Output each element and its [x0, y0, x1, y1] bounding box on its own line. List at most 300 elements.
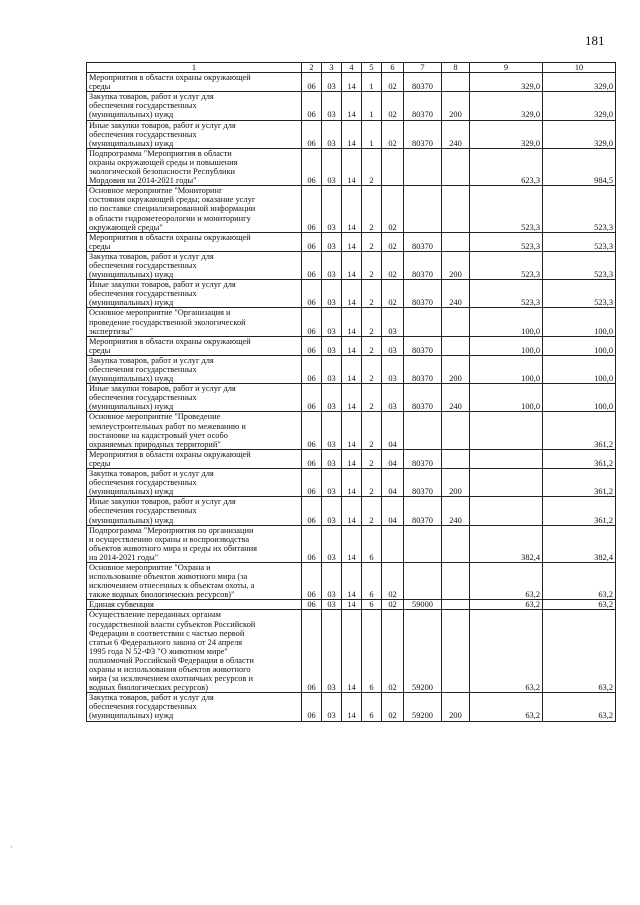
code-cell: 14: [342, 148, 362, 185]
row-name-line: Закупка товаров, работ и услуг для: [89, 693, 214, 703]
code-cell: 02: [382, 73, 404, 92]
amount-cell: 63,2: [470, 600, 543, 610]
row-name-line: экспертизы": [89, 326, 133, 336]
code-cell: 14: [342, 469, 362, 497]
amount-cell: [470, 449, 543, 468]
code-cell: [404, 412, 442, 449]
amount-cell: 63,2: [543, 600, 616, 610]
code-cell: 80370: [404, 497, 442, 525]
amount-cell: 100,0: [543, 355, 616, 383]
code-cell: 80370: [404, 336, 442, 355]
row-name-line: Основное мероприятие "Мониторинг: [89, 186, 223, 196]
code-cell: 06: [302, 232, 322, 251]
code-cell: 06: [302, 336, 322, 355]
row-name-line: обеспечения государственных: [89, 365, 197, 374]
row-name-cell: [87, 469, 302, 497]
column-header: 7: [404, 63, 442, 73]
amount-cell: 382,4: [470, 525, 543, 562]
code-cell: 02: [382, 92, 404, 120]
amount-cell: 329,0: [470, 92, 543, 120]
amount-cell: 100,0: [470, 308, 543, 336]
row-name-line: полномочий Российской Федерации в области: [89, 655, 254, 665]
column-header: 10: [543, 63, 616, 73]
code-cell: 14: [342, 384, 362, 412]
row-name-cell: [87, 355, 302, 383]
code-cell: 14: [342, 232, 362, 251]
table-row: [87, 497, 616, 525]
code-cell: 200: [442, 469, 470, 497]
code-cell: 06: [302, 308, 322, 336]
code-cell: 03: [322, 73, 342, 92]
row-name-line: Мордовия на 2014-2021 годы": [89, 176, 197, 186]
code-cell: [442, 186, 470, 232]
code-cell: 02: [382, 251, 404, 279]
row-name-line: Закупка товаров, работ и услуг для: [89, 469, 214, 479]
amount-cell: 523,3: [543, 251, 616, 279]
amount-cell: 329,0: [470, 120, 543, 148]
code-cell: 59200: [404, 610, 442, 693]
table-body: [87, 73, 616, 721]
row-name-line: Мероприятия в области охраны окружающей: [89, 232, 251, 242]
amount-cell: 523,3: [543, 232, 616, 251]
code-cell: 14: [342, 186, 362, 232]
code-cell: 03: [322, 120, 342, 148]
amount-cell: 329,0: [543, 73, 616, 92]
code-cell: 03: [322, 525, 342, 562]
row-name-line: на 2014-2021 годы": [89, 552, 159, 562]
row-name-line: Единая субвенция: [89, 600, 154, 610]
code-cell: 04: [382, 449, 404, 468]
code-cell: 14: [342, 355, 362, 383]
column-header: 4: [342, 63, 362, 73]
row-name-line: среды: [89, 458, 111, 468]
column-header: 5: [362, 63, 382, 73]
row-name-line: Основное мероприятие "Проведение: [89, 412, 221, 422]
code-cell: 59000: [404, 600, 442, 610]
code-cell: 2: [362, 308, 382, 336]
code-cell: 14: [342, 562, 362, 599]
row-name-line: (муниципальных) нужд: [89, 402, 174, 412]
row-name-line: обеспечения государственных: [89, 101, 197, 111]
code-cell: [442, 562, 470, 599]
amount-cell: 100,0: [543, 384, 616, 412]
code-cell: 200: [442, 251, 470, 279]
row-name-line: обеспечения государственных: [89, 506, 197, 516]
row-name-line: экологической безопасности Республики: [89, 167, 236, 177]
table-row: [87, 73, 616, 92]
code-cell: 03: [382, 336, 404, 355]
row-name-line: Закупка товаров, работ и услуг для: [89, 92, 214, 102]
column-header: 6: [382, 63, 404, 73]
code-cell: 06: [302, 92, 322, 120]
table-row: [87, 308, 616, 336]
code-cell: 200: [442, 92, 470, 120]
code-cell: 03: [322, 251, 342, 279]
code-cell: 06: [302, 693, 322, 721]
amount-cell: 623,3: [470, 148, 543, 185]
code-cell: 02: [382, 600, 404, 610]
column-header: 9: [470, 63, 543, 73]
stray-mark: ·: [10, 843, 13, 852]
row-name-cell: [87, 280, 302, 308]
code-cell: 03: [322, 412, 342, 449]
row-name-cell: [87, 92, 302, 120]
code-cell: 06: [302, 355, 322, 383]
table-row: [87, 148, 616, 185]
code-cell: 2: [362, 186, 382, 232]
budget-table: [86, 62, 616, 722]
code-cell: 2: [362, 148, 382, 185]
row-name-line: Закупка товаров, работ и услуг для: [89, 355, 214, 365]
code-cell: 02: [382, 280, 404, 308]
amount-cell: 523,3: [470, 280, 543, 308]
code-cell: 06: [302, 73, 322, 92]
amount-cell: 329,0: [470, 73, 543, 92]
code-cell: 200: [442, 693, 470, 721]
code-cell: 03: [382, 355, 404, 383]
amount-cell: 984,5: [543, 148, 616, 185]
code-cell: 03: [322, 693, 342, 721]
code-cell: 80370: [404, 384, 442, 412]
amount-cell: 523,3: [543, 280, 616, 308]
row-name-cell: [87, 336, 302, 355]
row-name-cell: [87, 497, 302, 525]
row-name-line: Мероприятия в области охраны окружающей: [89, 449, 251, 459]
row-name-line: (муниципальных) нужд: [89, 711, 174, 721]
amount-cell: 523,3: [543, 186, 616, 232]
code-cell: [442, 148, 470, 185]
amount-cell: 361,2: [543, 469, 616, 497]
amount-cell: 100,0: [470, 336, 543, 355]
amount-cell: 329,0: [543, 120, 616, 148]
code-cell: 14: [342, 497, 362, 525]
code-cell: 06: [302, 449, 322, 468]
row-name-cell: [87, 384, 302, 412]
code-cell: 6: [362, 600, 382, 610]
code-cell: 03: [322, 449, 342, 468]
table-row: [87, 449, 616, 468]
row-name-cell: [87, 232, 302, 251]
row-name-line: обеспечения государственных: [89, 260, 197, 270]
amount-cell: 523,3: [470, 186, 543, 232]
code-cell: 04: [382, 497, 404, 525]
code-cell: 03: [322, 610, 342, 693]
column-header: 1: [87, 63, 302, 73]
code-cell: [404, 148, 442, 185]
code-cell: 2: [362, 449, 382, 468]
row-name-line: Иные закупки товаров, работ и услуг для: [89, 384, 236, 394]
amount-cell: [470, 412, 543, 449]
code-cell: 03: [322, 497, 342, 525]
column-header: 8: [442, 63, 470, 73]
code-cell: 02: [382, 186, 404, 232]
row-name-line: Мероприятия в области охраны окружающей: [89, 73, 251, 83]
code-cell: 06: [302, 525, 322, 562]
row-name-line: среды: [89, 345, 111, 355]
code-cell: 03: [322, 355, 342, 383]
table-row: [87, 251, 616, 279]
row-name-cell: [87, 449, 302, 468]
row-name-line: объектов животного мира и среды их обитания: [89, 543, 257, 553]
code-cell: 80370: [404, 92, 442, 120]
code-cell: 03: [322, 469, 342, 497]
row-name-line: (муниципальных) нужд: [89, 374, 174, 384]
row-name-cell: [87, 562, 302, 599]
row-name-line: мира (за исключением охотничьих ресурсов и: [89, 674, 253, 684]
table-row: [87, 355, 616, 383]
code-cell: 03: [322, 336, 342, 355]
code-cell: 240: [442, 280, 470, 308]
code-cell: 240: [442, 120, 470, 148]
code-cell: 2: [362, 251, 382, 279]
code-cell: 06: [302, 148, 322, 185]
code-cell: 1: [362, 92, 382, 120]
code-cell: 06: [302, 610, 322, 693]
code-cell: 03: [322, 308, 342, 336]
code-cell: 14: [342, 73, 362, 92]
code-cell: 6: [362, 562, 382, 599]
code-cell: 03: [322, 92, 342, 120]
row-name-cell: [87, 251, 302, 279]
code-cell: 06: [302, 280, 322, 308]
code-cell: 02: [382, 610, 404, 693]
amount-cell: 100,0: [470, 355, 543, 383]
row-name-line: среды: [89, 241, 111, 251]
row-name-line: Осуществление переданных органам: [89, 610, 221, 620]
code-cell: [442, 308, 470, 336]
amount-cell: 100,0: [470, 384, 543, 412]
code-cell: 80370: [404, 120, 442, 148]
row-name-cell: [87, 412, 302, 449]
amount-cell: [470, 497, 543, 525]
row-name-line: Основное мероприятие "Охрана и: [89, 562, 211, 572]
code-cell: 2: [362, 355, 382, 383]
row-name-line: охраны и использования объектов животного: [89, 665, 251, 674]
code-cell: 03: [322, 232, 342, 251]
table-row: [87, 600, 616, 610]
amount-cell: 63,2: [470, 693, 543, 721]
row-name-line: по поставке специализированной информации: [89, 204, 256, 214]
row-name-line: обеспечения государственных: [89, 702, 197, 712]
row-name-line: исключением отнесенных к объектам охоты, а: [89, 581, 255, 591]
code-cell: 200: [442, 355, 470, 383]
code-cell: 06: [302, 497, 322, 525]
table-row: [87, 562, 616, 599]
column-header: 3: [322, 63, 342, 73]
row-name-line: (муниципальных) нужд: [89, 270, 174, 280]
table-row: [87, 610, 616, 693]
code-cell: [442, 525, 470, 562]
amount-cell: 63,2: [543, 693, 616, 721]
code-cell: 80370: [404, 280, 442, 308]
code-cell: 14: [342, 308, 362, 336]
row-name-line: Подпрограмма "Мероприятия в области: [89, 148, 232, 158]
code-cell: 04: [382, 469, 404, 497]
amount-cell: 361,2: [543, 497, 616, 525]
code-cell: 03: [322, 148, 342, 185]
row-name-cell: [87, 600, 302, 610]
row-name-line: окружающей среды": [89, 222, 163, 232]
code-cell: 14: [342, 449, 362, 468]
code-cell: [382, 525, 404, 562]
code-cell: 03: [322, 186, 342, 232]
row-name-line: (муниципальных) нужд: [89, 138, 174, 148]
table-row: [87, 693, 616, 721]
row-name-line: обеспечения государственных: [89, 478, 197, 488]
row-name-line: статьи 6 Федерального закона от 24 апреля: [89, 637, 243, 647]
amount-cell: 63,2: [470, 562, 543, 599]
code-cell: 1: [362, 73, 382, 92]
code-cell: [442, 449, 470, 468]
row-name-cell: [87, 148, 302, 185]
code-cell: 1: [362, 120, 382, 148]
row-name-line: обеспечения государственных: [89, 289, 197, 299]
table-row: [87, 384, 616, 412]
code-cell: 2: [362, 469, 382, 497]
row-name-line: Закупка товаров, работ и услуг для: [89, 251, 214, 261]
code-cell: 06: [302, 600, 322, 610]
row-name-line: Основное мероприятие "Организация и: [89, 308, 231, 318]
code-cell: 2: [362, 412, 382, 449]
code-cell: 06: [302, 384, 322, 412]
code-cell: [442, 73, 470, 92]
code-cell: [442, 610, 470, 693]
code-cell: 03: [322, 600, 342, 610]
amount-cell: 382,4: [543, 525, 616, 562]
code-cell: [404, 186, 442, 232]
code-cell: 2: [362, 497, 382, 525]
code-cell: [442, 232, 470, 251]
table-row: [87, 469, 616, 497]
row-name-line: и осуществлению охраны и воспроизводства: [89, 534, 250, 544]
code-cell: 14: [342, 120, 362, 148]
code-cell: [404, 525, 442, 562]
code-cell: [442, 412, 470, 449]
code-cell: 06: [302, 412, 322, 449]
code-cell: 2: [362, 280, 382, 308]
row-name-line: Иные закупки товаров, работ и услуг для: [89, 120, 236, 130]
header-row: [87, 63, 616, 73]
code-cell: 14: [342, 693, 362, 721]
code-cell: [442, 600, 470, 610]
row-name-line: среды: [89, 82, 111, 92]
code-cell: 6: [362, 610, 382, 693]
code-cell: 14: [342, 336, 362, 355]
amount-cell: 63,2: [470, 610, 543, 693]
row-name-cell: [87, 120, 302, 148]
row-name-line: Подпрограмма "Мероприятия по организации: [89, 525, 254, 535]
row-name-line: землеустроительных работ по межеванию и: [89, 421, 246, 431]
amount-cell: [470, 469, 543, 497]
row-name-line: обеспечения государственных: [89, 393, 197, 403]
row-name-line: (муниципальных) нужд: [89, 110, 174, 120]
table-row: [87, 186, 616, 232]
code-cell: 2: [362, 384, 382, 412]
row-name-line: (муниципальных) нужд: [89, 515, 174, 525]
code-cell: 2: [362, 336, 382, 355]
code-cell: 06: [302, 186, 322, 232]
code-cell: [404, 562, 442, 599]
row-name-line: охраняемых природных территорий": [89, 439, 221, 449]
code-cell: 240: [442, 384, 470, 412]
row-name-line: состояния окружающей среды; оказание услуг: [89, 195, 256, 205]
code-cell: 14: [342, 610, 362, 693]
row-name-line: проведение государственной экологической: [89, 317, 246, 327]
table-row: [87, 92, 616, 120]
row-name-line: постановке на кадастровый учет особо: [89, 430, 228, 440]
code-cell: 02: [382, 693, 404, 721]
code-cell: 80370: [404, 251, 442, 279]
row-name-cell: [87, 610, 302, 693]
table-row: [87, 525, 616, 562]
row-name-cell: [87, 693, 302, 721]
amount-cell: 329,0: [543, 92, 616, 120]
code-cell: 14: [342, 412, 362, 449]
table-row: [87, 280, 616, 308]
row-name-line: (муниципальных) нужд: [89, 298, 174, 308]
amount-cell: 361,2: [543, 412, 616, 449]
table-row: [87, 232, 616, 251]
row-name-cell: [87, 186, 302, 232]
row-name-line: Иные закупки товаров, работ и услуг для: [89, 280, 236, 290]
row-name-line: государственной власти субъектов Российской: [89, 619, 256, 629]
page-number: 181: [585, 33, 605, 48]
code-cell: 80370: [404, 232, 442, 251]
code-cell: [382, 148, 404, 185]
code-cell: 14: [342, 92, 362, 120]
code-cell: 06: [302, 120, 322, 148]
code-cell: 04: [382, 412, 404, 449]
row-name-line: 1995 года N 52-ФЗ "О животном мире": [89, 646, 228, 656]
code-cell: 03: [382, 308, 404, 336]
column-header: 2: [302, 63, 322, 73]
amount-cell: 100,0: [543, 336, 616, 355]
code-cell: 06: [302, 469, 322, 497]
row-name-cell: [87, 308, 302, 336]
row-name-cell: [87, 73, 302, 92]
row-name-line: также водных биологических ресурсов)": [89, 590, 235, 600]
row-name-line: охраны окружающей среды и повышения: [89, 157, 238, 167]
amount-cell: 63,2: [543, 562, 616, 599]
amount-cell: 523,3: [470, 251, 543, 279]
row-name-cell: [87, 525, 302, 562]
amount-cell: 523,3: [470, 232, 543, 251]
code-cell: 03: [322, 280, 342, 308]
code-cell: 14: [342, 280, 362, 308]
code-cell: 80370: [404, 469, 442, 497]
code-cell: 14: [342, 251, 362, 279]
code-cell: 6: [362, 693, 382, 721]
row-name-line: использование объектов животного мира (за: [89, 572, 248, 582]
row-name-line: обеспечения государственных: [89, 129, 197, 139]
row-name-line: (муниципальных) нужд: [89, 487, 174, 497]
code-cell: 6: [362, 525, 382, 562]
code-cell: 14: [342, 525, 362, 562]
row-name-line: Мероприятия в области охраны окружающей: [89, 336, 251, 346]
code-cell: [442, 336, 470, 355]
table-row: [87, 120, 616, 148]
code-cell: 03: [322, 562, 342, 599]
code-cell: 02: [382, 562, 404, 599]
code-cell: 240: [442, 497, 470, 525]
code-cell: 2: [362, 232, 382, 251]
amount-cell: 100,0: [543, 308, 616, 336]
row-name-line: Федерации в соответствии с частью первой: [89, 628, 245, 638]
code-cell: 02: [382, 232, 404, 251]
table-row: [87, 336, 616, 355]
row-name-line: Иные закупки товаров, работ и услуг для: [89, 497, 236, 507]
code-cell: 06: [302, 251, 322, 279]
